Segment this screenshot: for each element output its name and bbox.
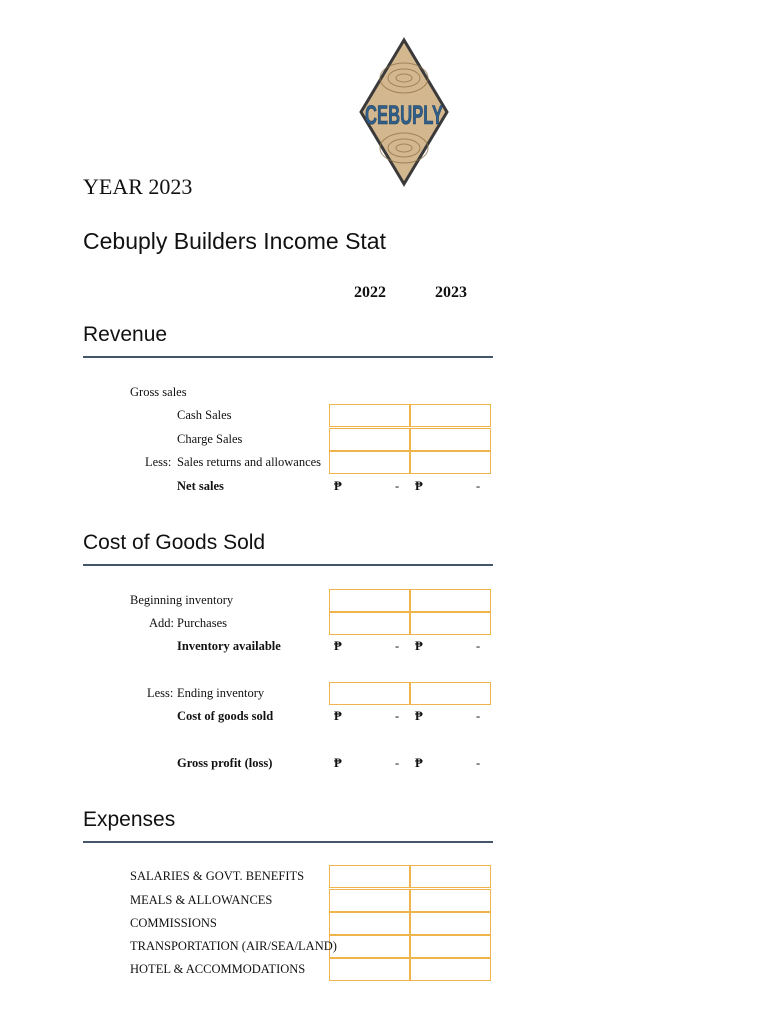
logo-text: CEBUPLY	[365, 100, 443, 130]
value-2022: -	[395, 639, 400, 653]
value-2022: -	[395, 709, 400, 723]
row-label: Cash Sales	[177, 408, 232, 422]
row-purchases	[0, 612, 768, 635]
input-cell-2023[interactable]	[410, 428, 491, 451]
row-label: COMMISSIONS	[130, 916, 217, 930]
column-header-2023: 2023	[435, 284, 467, 301]
row-inventory-available	[0, 635, 768, 658]
row-gross-profit	[0, 752, 768, 775]
cebuply-logo	[358, 38, 450, 186]
value-2023: -	[476, 756, 481, 770]
row-charge-sales	[0, 428, 768, 451]
input-cell-2023[interactable]	[410, 682, 491, 705]
currency-symbol: ₱	[415, 479, 423, 493]
row-gross-sales	[0, 381, 768, 404]
input-cell-2023[interactable]	[410, 935, 491, 958]
currency-symbol: ₱	[334, 709, 342, 723]
page-title: Cebuply Builders Income Stat	[83, 228, 386, 254]
input-cell-2022[interactable]	[329, 451, 410, 474]
input-cell-2022[interactable]	[329, 865, 410, 888]
row-expense-item	[0, 889, 768, 912]
row-prefix: Less:	[147, 686, 174, 700]
row-label: Charge Sales	[177, 432, 243, 446]
input-cell-2023[interactable]	[410, 912, 491, 935]
input-cell-2022[interactable]	[329, 612, 410, 635]
row-label: Net sales	[177, 479, 224, 493]
row-cost-of-goods-sold	[0, 705, 768, 728]
input-cell-2022[interactable]	[329, 428, 410, 451]
row-label: Cost of goods sold	[177, 709, 274, 723]
row-expense-item	[0, 912, 768, 935]
section-divider	[83, 356, 493, 358]
row-label: Gross profit (loss)	[177, 756, 273, 770]
input-cell-2023[interactable]	[410, 451, 491, 474]
row-ending-inventory	[0, 682, 768, 705]
input-cell-2023[interactable]	[410, 612, 491, 635]
value-2023: -	[476, 709, 481, 723]
value-2022: -	[395, 479, 400, 493]
row-label: Ending inventory	[177, 686, 265, 700]
row-prefix: Less:	[145, 455, 172, 469]
row-label: MEALS & ALLOWANCES	[130, 893, 273, 907]
input-cell-2023[interactable]	[410, 865, 491, 888]
input-cell-2023[interactable]	[410, 889, 491, 912]
input-cell-2022[interactable]	[329, 912, 410, 935]
row-label: TRANSPORTATION (AIR/SEA/LAND)	[130, 939, 337, 953]
input-cell-2022[interactable]	[329, 682, 410, 705]
input-cell-2022[interactable]	[329, 589, 410, 612]
value-2022: -	[395, 756, 400, 770]
row-beginning-inventory	[0, 589, 768, 612]
section-divider	[83, 841, 493, 843]
row-label: Inventory available	[177, 639, 281, 653]
input-cell-2022[interactable]	[329, 404, 410, 427]
input-cell-2023[interactable]	[410, 589, 491, 612]
currency-symbol: ₱	[334, 639, 342, 653]
section-title-expenses: Expenses	[83, 808, 176, 831]
row-expense-item	[0, 958, 768, 981]
row-sales-returns	[0, 451, 768, 474]
row-label: HOTEL & ACCOMMODATIONS	[130, 962, 306, 976]
currency-symbol: ₱	[415, 756, 423, 770]
row-label: Sales returns and allowances	[177, 455, 322, 469]
row-expense-item	[0, 865, 768, 888]
row-expense-item	[0, 935, 768, 958]
currency-symbol: ₱	[415, 639, 423, 653]
row-label: SALARIES & GOVT. BENEFITS	[130, 869, 305, 883]
currency-symbol: ₱	[415, 709, 423, 723]
row-prefix: Add:	[149, 616, 174, 630]
value-2023: -	[476, 479, 481, 493]
column-header-2022: 2022	[354, 284, 386, 301]
input-cell-2022[interactable]	[329, 958, 410, 981]
row-cash-sales	[0, 404, 768, 427]
row-label: Purchases	[177, 616, 227, 630]
row-label: Beginning inventory	[130, 593, 234, 607]
input-cell-2022[interactable]	[329, 889, 410, 912]
currency-symbol: ₱	[334, 756, 342, 770]
section-title-cogs: Cost of Goods Sold	[83, 531, 266, 554]
row-label: Gross sales	[130, 385, 187, 399]
currency-symbol: ₱	[334, 479, 342, 493]
input-cell-2022[interactable]	[329, 935, 410, 958]
section-title-revenue: Revenue	[83, 323, 168, 346]
value-2023: -	[476, 639, 481, 653]
year-label: YEAR 2023	[83, 174, 193, 199]
input-cell-2023[interactable]	[410, 404, 491, 427]
input-cell-2023[interactable]	[410, 958, 491, 981]
section-divider	[83, 564, 493, 566]
row-net-sales	[0, 475, 768, 498]
